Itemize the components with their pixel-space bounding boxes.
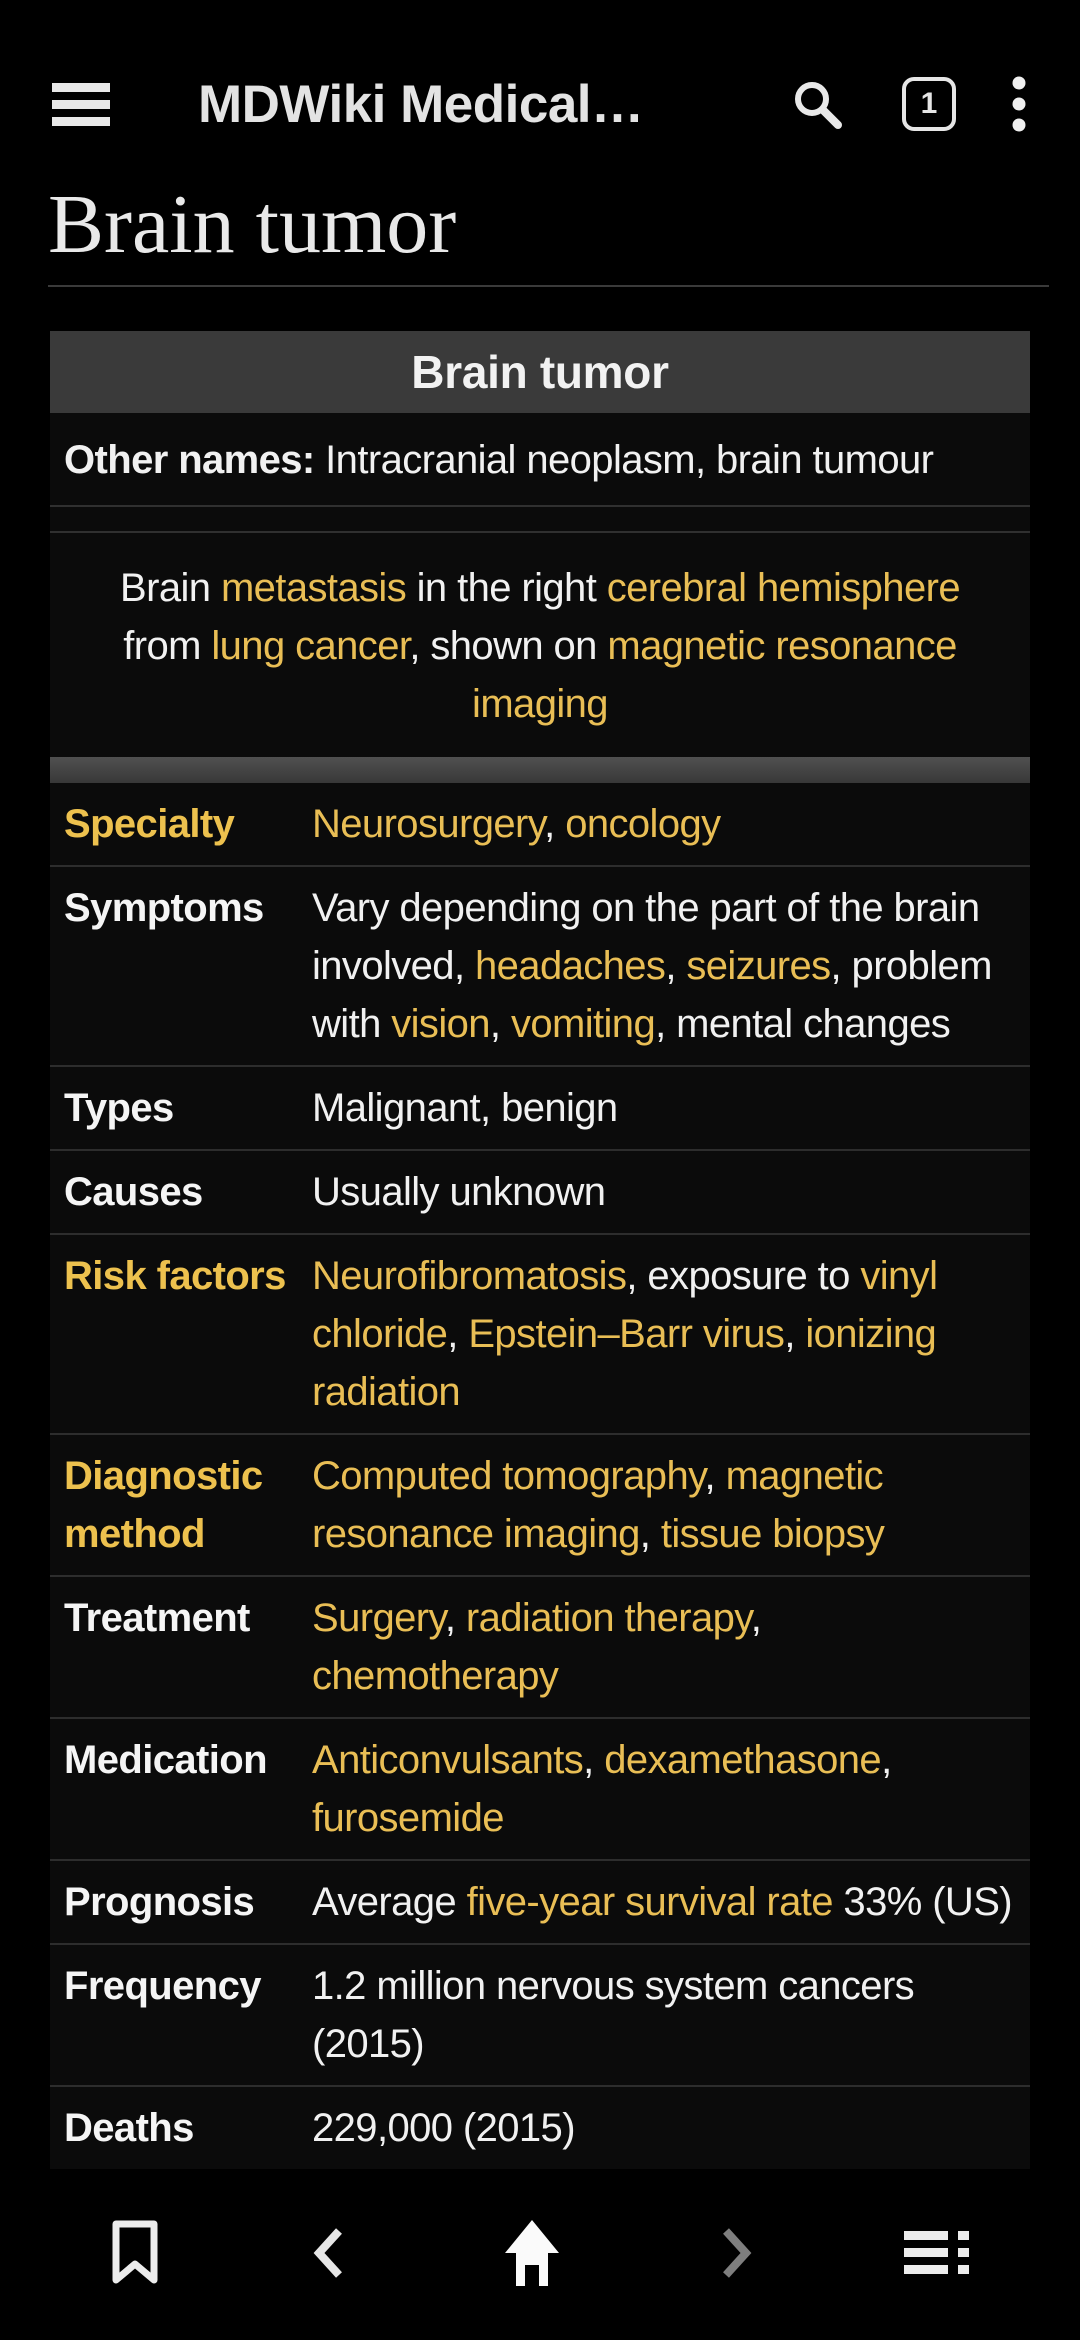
text-segment: , mental changes xyxy=(655,1002,951,1046)
wiki-link[interactable]: dexamethasone xyxy=(604,1738,882,1782)
infobox xyxy=(50,331,1030,2169)
bookmark-icon xyxy=(110,2220,160,2286)
infobox-row-value xyxy=(312,795,1014,853)
infobox-row-value xyxy=(312,1079,1014,1137)
wiki-link[interactable]: Computed tomography xyxy=(312,1454,705,1498)
app-title: MDWiki Medical… xyxy=(198,74,644,134)
infobox-row xyxy=(50,1575,1030,1717)
wiki-link[interactable]: oncology xyxy=(565,802,721,846)
infobox-row-value xyxy=(312,1247,1014,1421)
infobox-other-names xyxy=(50,413,1030,505)
wiki-link[interactable]: magnetic resonance imaging xyxy=(312,1454,884,1556)
bookmark-button[interactable] xyxy=(110,2220,160,2286)
wiki-link[interactable]: vision xyxy=(391,1002,490,1046)
text-segment: , xyxy=(881,1738,892,1782)
wiki-link[interactable]: vomiting xyxy=(510,1002,656,1046)
infobox-row-label: Causes xyxy=(64,1170,203,1214)
wiki-link[interactable]: magnetic resonance imaging xyxy=(472,624,957,726)
infobox-row-label: Treatment xyxy=(64,1596,250,1640)
wiki-link[interactable]: chemotherapy xyxy=(312,1654,559,1698)
infobox-divider-bar xyxy=(50,757,1030,783)
contents-icon xyxy=(904,2229,970,2277)
menu-button[interactable] xyxy=(52,81,112,127)
text-segment: , xyxy=(447,1312,469,1356)
infobox-row xyxy=(50,1149,1030,1233)
wiki-link[interactable]: cerebral hemisphere xyxy=(606,566,960,610)
text-segment: , xyxy=(544,802,566,846)
overflow-menu-button[interactable] xyxy=(1012,75,1026,133)
infobox-rows xyxy=(50,783,1030,2169)
text-segment: Intracranial neoplasm, brain tumour xyxy=(325,438,934,482)
home-icon xyxy=(495,2220,569,2286)
wiki-link[interactable]: Epstein–Barr virus xyxy=(468,1312,785,1356)
text-segment: , shown on xyxy=(409,624,608,668)
status-bar xyxy=(0,0,1080,45)
wiki-link[interactable]: five-year survival rate xyxy=(466,1880,833,1924)
wiki-link[interactable]: Surgery xyxy=(312,1596,445,1640)
text-segment: , xyxy=(704,1454,726,1498)
wiki-link[interactable]: Anticonvulsants xyxy=(312,1738,584,1782)
infobox-row-value xyxy=(312,879,1014,1053)
infobox-row-value xyxy=(312,1957,1014,2073)
infobox-row-label: Symptoms xyxy=(64,886,264,930)
infobox-row-value xyxy=(312,1731,1014,1847)
infobox-row-value xyxy=(312,1163,1014,1221)
forward-icon xyxy=(720,2227,754,2279)
text-segment: Vary depending on the part of the brain involved, xyxy=(312,886,980,988)
text-segment: from xyxy=(123,624,212,668)
home-button[interactable] xyxy=(495,2220,569,2286)
wiki-link[interactable]: metastasis xyxy=(220,566,407,610)
text-segment: 1.2 million nervous system cancers (2015) xyxy=(312,1964,915,2066)
infobox-row-value xyxy=(312,1873,1014,1931)
wiki-link[interactable]: ionizing radiation xyxy=(312,1312,937,1414)
infobox-row-label: Types xyxy=(64,1086,174,1130)
wiki-link[interactable]: tissue biopsy xyxy=(660,1512,885,1556)
text-segment: , xyxy=(639,1512,661,1556)
infobox-row-label: Deaths xyxy=(64,2106,194,2150)
wiki-link[interactable]: Neurofibromatosis xyxy=(312,1254,627,1298)
text-segment: Malignant, benign xyxy=(312,1086,618,1130)
text-segment: , xyxy=(444,1596,466,1640)
infobox-row xyxy=(50,1433,1030,1575)
infobox-row xyxy=(50,1859,1030,1943)
wiki-link[interactable]: lung cancer xyxy=(211,624,410,668)
text-segment: Brain xyxy=(120,566,221,610)
infobox-row xyxy=(50,865,1030,1065)
wiki-link[interactable]: furosemide xyxy=(312,1796,504,1840)
back-button[interactable] xyxy=(311,2227,345,2279)
wiki-link[interactable]: seizures xyxy=(686,944,831,988)
contents-button[interactable] xyxy=(904,2229,970,2277)
text-segment: Usually unknown xyxy=(312,1170,606,1214)
infobox-row xyxy=(50,2085,1030,2169)
text-segment: , xyxy=(784,1312,806,1356)
text-segment: 229,000 (2015) xyxy=(312,2106,575,2150)
tab-counter[interactable] xyxy=(902,77,956,131)
app-bar xyxy=(0,45,1080,163)
infobox-title: Brain tumor xyxy=(50,331,1030,413)
text-segment: , xyxy=(583,1738,605,1782)
text-segment: , exposure to xyxy=(626,1254,861,1298)
overflow-menu-icon xyxy=(1012,75,1026,133)
text-segment: Average xyxy=(312,1880,467,1924)
forward-button[interactable] xyxy=(720,2227,754,2279)
text-segment: , xyxy=(665,944,687,988)
bottom-nav-bar xyxy=(0,2165,1080,2340)
infobox-row-label[interactable]: Diagnostic method xyxy=(64,1454,263,1556)
infobox-row-value xyxy=(312,1589,1014,1705)
text-segment: 33% (US) xyxy=(832,1880,1012,1924)
infobox-row-label[interactable]: Specialty xyxy=(64,802,235,846)
wiki-link[interactable]: radiation therapy xyxy=(465,1596,751,1640)
infobox-row xyxy=(50,783,1030,865)
infobox-row-value xyxy=(312,1447,1014,1563)
infobox-row xyxy=(50,1943,1030,2085)
text-segment: , xyxy=(750,1596,762,1640)
empty-image-row xyxy=(50,507,1030,531)
infobox-row xyxy=(50,1717,1030,1859)
title-divider xyxy=(48,285,1049,287)
search-button[interactable] xyxy=(788,75,846,133)
text-segment: Other names: xyxy=(64,438,326,482)
text-segment: , xyxy=(489,1002,511,1046)
page-title: Brain tumor xyxy=(48,178,457,271)
wiki-link[interactable]: headaches xyxy=(475,944,666,988)
wiki-link[interactable]: vinyl chloride xyxy=(312,1254,938,1356)
infobox-row-label[interactable]: Risk factors xyxy=(64,1254,286,1298)
search-icon xyxy=(788,75,846,133)
infobox-image-caption xyxy=(50,533,1030,757)
text-segment: , problem with xyxy=(312,944,992,1046)
infobox-row xyxy=(50,1065,1030,1149)
back-icon xyxy=(311,2227,345,2279)
infobox-row-label: Prognosis xyxy=(64,1880,255,1924)
text-segment: in the right xyxy=(406,566,607,610)
wiki-link[interactable]: Neurosurgery xyxy=(312,802,545,846)
infobox-row-value xyxy=(312,2099,1014,2157)
tab-count: 1 xyxy=(920,87,938,120)
infobox-row-label: Medication xyxy=(64,1738,267,1782)
infobox-row-label: Frequency xyxy=(64,1964,261,2008)
menu-icon xyxy=(52,81,110,127)
infobox-row xyxy=(50,1233,1030,1433)
